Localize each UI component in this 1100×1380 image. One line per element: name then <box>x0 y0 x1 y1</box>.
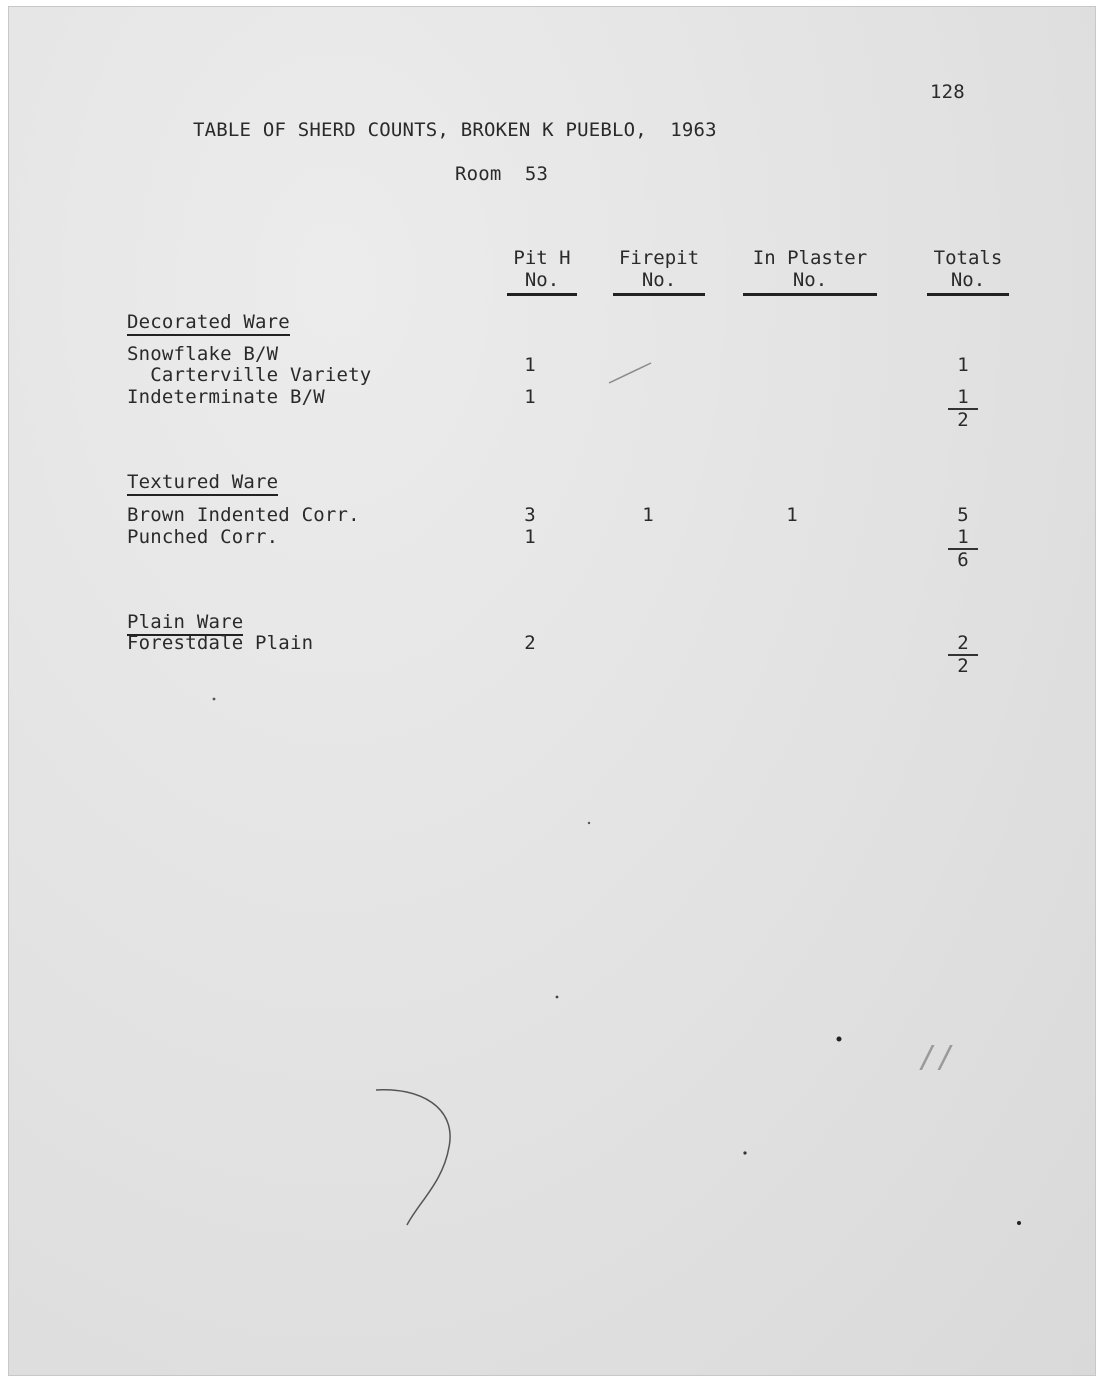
cell-pit-h: 3 <box>524 504 536 526</box>
section-heading-plain: Plain Ware <box>127 611 243 636</box>
column-header-line2: No. <box>507 269 577 296</box>
cell-total: 2 <box>948 632 978 656</box>
stray-pencil-stroke <box>609 363 651 383</box>
speck <box>556 996 559 999</box>
column-header-line1: Totals <box>933 247 1003 269</box>
speck <box>1017 1221 1021 1225</box>
section-subtotal: 2 <box>957 409 969 431</box>
section-subtotal: 2 <box>957 655 969 677</box>
section-heading-textured: Textured Ware <box>127 471 278 496</box>
row-label: Indeterminate B/W <box>127 386 325 408</box>
cell-firepit: 1 <box>642 504 654 526</box>
room-subtitle: Room 53 <box>455 163 549 185</box>
cell-in-plaster: 1 <box>786 504 798 526</box>
section-heading-decorated: Decorated Ware <box>127 311 290 336</box>
column-header-line1: Pit H <box>513 247 571 269</box>
row-label: Carterville Variety <box>127 364 372 386</box>
cell-pit-h: 1 <box>524 354 536 376</box>
speck <box>213 698 216 701</box>
cell-total: 5 <box>957 504 969 526</box>
row-label: Snowflake B/W <box>127 343 279 365</box>
column-header-line2: No. <box>743 269 877 296</box>
cell-pit-h: 2 <box>524 632 536 654</box>
speck <box>588 822 590 824</box>
column-header-line2: No. <box>613 269 705 296</box>
cell-pit-h: 1 <box>524 386 536 408</box>
speck <box>837 1037 842 1042</box>
column-header-line1: In Plaster <box>752 247 868 269</box>
cell-pit-h: 1 <box>524 526 536 548</box>
column-header-line1: Firepit <box>618 247 700 269</box>
margin-pencil-mark: // <box>919 1040 956 1075</box>
cell-total: 1 <box>957 354 969 376</box>
cell-total: 1 <box>948 386 978 410</box>
stray-fiber-curve <box>376 1090 450 1225</box>
speck <box>743 1151 746 1154</box>
row-label: Brown Indented Corr. <box>127 504 360 526</box>
document-title: TABLE OF SHERD COUNTS, BROKEN K PUEBLO, 1963 <box>193 119 717 141</box>
paper-marks <box>9 7 1095 1375</box>
document-page <box>8 6 1096 1376</box>
row-label: Punched Corr. <box>127 526 279 548</box>
cell-total: 1 <box>948 526 978 550</box>
column-header-line2: No. <box>927 269 1009 296</box>
row-label: Forestdale Plain <box>127 632 314 654</box>
page-number: 128 <box>930 81 965 103</box>
section-subtotal: 6 <box>957 549 969 571</box>
